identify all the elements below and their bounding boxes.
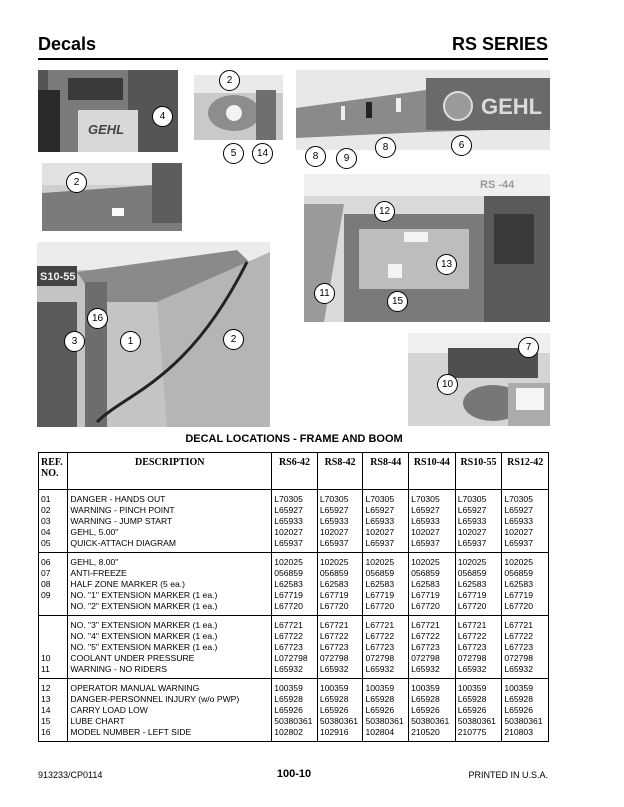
table-row (39, 679, 549, 742)
cell-line: 50380361 (274, 716, 313, 726)
table-cell (502, 490, 549, 553)
cell-line: GEHL, 5.00" (70, 527, 119, 537)
cell-line: L65932 (457, 664, 487, 674)
table-row (39, 490, 549, 553)
cell-line: 056859 (319, 568, 349, 578)
cell-line: L65927 (457, 505, 487, 515)
cell-line: L67723 (365, 642, 395, 652)
cell-line: L67722 (504, 631, 533, 641)
cell-line: 056859 (411, 568, 440, 578)
cell-line: 056859 (365, 568, 395, 578)
table-cell (272, 679, 318, 742)
cell-line: L67721 (319, 620, 349, 630)
cell-line: L67723 (274, 642, 303, 652)
cell-line: L67722 (319, 631, 349, 641)
cell-line: L67723 (504, 642, 533, 652)
cell-line: L67723 (411, 642, 440, 652)
cell-line: WARNING - JUMP START (70, 516, 173, 526)
callout: 16 (87, 308, 108, 329)
cell-line: L65933 (457, 516, 487, 526)
cell-line: L67720 (504, 601, 533, 611)
cell-line: L65933 (411, 516, 440, 526)
cell-line: L67719 (504, 590, 533, 600)
cell-line: L65926 (365, 705, 395, 715)
cell-line: 100359 (274, 683, 303, 693)
cell-line: 09 (41, 590, 51, 600)
cell-line: 50380361 (504, 716, 543, 726)
cell-line: 13 (41, 694, 51, 704)
cell-line: L67719 (411, 590, 440, 600)
table-cell (363, 679, 409, 742)
cell-line: 102027 (411, 527, 440, 537)
cell-line: 210775 (457, 727, 487, 737)
cell-line: DANGER-PERSONNEL INJURY (w/o PWP) (70, 694, 240, 704)
callout: 6 (451, 135, 472, 156)
footer-page-number: 100-10 (276, 768, 312, 780)
cell-line: 10 (41, 653, 51, 663)
cell-line: 102027 (457, 527, 487, 537)
cell-line (41, 601, 65, 612)
cell-line: 056859 (274, 568, 303, 578)
cell-line: 100359 (365, 683, 395, 693)
cell-line: COOLANT UNDER PRESSURE (70, 653, 195, 663)
cell-line: L67723 (319, 642, 349, 652)
col-rs6-42: RS6-42 (272, 453, 318, 490)
cell-line: L62583 (504, 579, 533, 589)
gehl-logo: GEHL (88, 122, 125, 137)
cell-line: L65932 (411, 664, 440, 674)
cell-line: 102804 (365, 727, 395, 737)
photo-cab (304, 174, 550, 322)
figure-caption: DECAL LOCATIONS - FRAME AND BOOM (185, 433, 403, 445)
cell-line: L65933 (274, 516, 303, 526)
cell-line: 102802 (274, 727, 303, 737)
cell-line: L65928 (274, 694, 303, 704)
cell-line: L67719 (457, 590, 487, 600)
cell-line: L65937 (457, 538, 487, 548)
callout: 14 (252, 143, 273, 164)
cell-line: L67722 (457, 631, 487, 641)
cell-line: L62583 (457, 579, 487, 589)
table-cell (272, 490, 318, 553)
cell-line: MODEL NUMBER - LEFT SIDE (70, 727, 192, 737)
cell-line: L65927 (504, 505, 533, 515)
series-title: RS SERIES (451, 34, 548, 54)
table-cell (39, 616, 68, 679)
cell-line: 100359 (411, 683, 440, 693)
cell-line: L65926 (274, 705, 303, 715)
cell-line: 072798 (457, 653, 487, 663)
cell-line: 072798 (319, 653, 349, 663)
cell-line: 102025 (274, 557, 303, 567)
cell-line: 07 (41, 568, 51, 578)
cell-line: L67721 (457, 620, 487, 630)
cell-line: NO. "5" EXTENSION MARKER (1 ea.) (70, 642, 218, 652)
table-cell (39, 679, 68, 742)
callout: 8 (305, 146, 326, 167)
cell-line: L67720 (457, 601, 487, 611)
cell-line: L67721 (411, 620, 440, 630)
cell-line: 08 (41, 579, 51, 589)
cell-line: 056859 (457, 568, 487, 578)
cell-line: L65937 (504, 538, 533, 548)
table-cell (502, 679, 549, 742)
photo-frame-side (42, 163, 182, 231)
col-rs8-42: RS8-42 (317, 453, 363, 490)
cell-line: L65927 (319, 505, 349, 515)
callout: 1 (120, 331, 141, 352)
cell-line: L65928 (504, 694, 533, 704)
table-cell (455, 490, 502, 553)
cell-line: 14 (41, 705, 51, 715)
callout: 10 (437, 374, 458, 395)
cell-line: L67720 (365, 601, 395, 611)
cell-line: L65928 (457, 694, 487, 704)
cell-line: L67720 (411, 601, 440, 611)
cell-line: 072798 (504, 653, 533, 663)
col-rs10-44: RS10-44 (409, 453, 456, 490)
cell-line: L67721 (504, 620, 533, 630)
cell-line: L67720 (319, 601, 349, 611)
cell-line: 15 (41, 716, 51, 726)
cell-line: L65932 (274, 664, 303, 674)
cell-line: CARRY LOAD LOW (70, 705, 148, 715)
cell-line: L65932 (319, 664, 349, 674)
cell-line: LUBE CHART (70, 716, 125, 726)
table-cell (363, 490, 409, 553)
cell-line: L072798 (274, 653, 308, 663)
cell-line: 50380361 (365, 716, 404, 726)
cell-line: 05 (41, 538, 51, 548)
cell-line: 102027 (319, 527, 349, 537)
cell-line: L70305 (319, 494, 349, 504)
cell-line: 01 (41, 494, 51, 504)
cell-line: 12 (41, 683, 51, 693)
callout: 11 (314, 283, 335, 304)
table-cell (68, 679, 272, 742)
cell-line: L65937 (365, 538, 395, 548)
cell-line: L70305 (504, 494, 533, 504)
cell-line: 02 (41, 505, 51, 515)
cell-line: HALF ZONE MARKER (5 ea.) (70, 579, 185, 589)
cell-line: L62583 (274, 579, 303, 589)
cell-line: L67719 (274, 590, 303, 600)
cell-line: L67723 (457, 642, 487, 652)
cell-line: L65932 (504, 664, 533, 674)
cell-line: L65926 (457, 705, 487, 715)
cell-line: NO. "2" EXTENSION MARKER (1 ea.) (70, 601, 218, 611)
cell-line: 102027 (365, 527, 395, 537)
table-cell (68, 616, 272, 679)
table-cell (39, 490, 68, 553)
cell-line: NO. "4" EXTENSION MARKER (1 ea.) (70, 631, 218, 641)
cell-line: 210803 (504, 727, 533, 737)
cell-line: L65927 (274, 505, 303, 515)
cell-line: L67720 (274, 601, 303, 611)
cell-line (41, 631, 65, 642)
cell-line: 50380361 (457, 716, 496, 726)
table-cell (409, 616, 456, 679)
table-cell (317, 553, 363, 616)
table-cell (317, 490, 363, 553)
callout: 2 (223, 329, 244, 350)
cell-line: 102027 (504, 527, 533, 537)
cell-line: OPERATOR MANUAL WARNING (70, 683, 200, 693)
cell-line: L67722 (411, 631, 440, 641)
header-rule (38, 58, 548, 60)
cell-line: L65937 (274, 538, 303, 548)
cell-line (41, 642, 65, 653)
table-cell (502, 553, 549, 616)
cell-line: 100359 (504, 683, 533, 693)
callout: 8 (375, 137, 396, 158)
photo-boom-gehl (296, 70, 550, 150)
cell-line: L67719 (365, 590, 395, 600)
col-rs8-44: RS8-44 (363, 453, 409, 490)
cell-line: L65928 (319, 694, 349, 704)
cell-line: 03 (41, 516, 51, 526)
cell-line: L67722 (274, 631, 303, 641)
cell-line: 072798 (411, 653, 440, 663)
table-cell (68, 553, 272, 616)
callout: 2 (219, 70, 240, 91)
table-cell (363, 616, 409, 679)
col-rs12-42: RS12-42 (502, 453, 549, 490)
table-cell (363, 553, 409, 616)
cell-line: 210520 (411, 727, 440, 737)
cell-line: L65933 (319, 516, 349, 526)
cell-line: 102027 (274, 527, 303, 537)
table-cell (409, 490, 456, 553)
cell-line: L65937 (319, 538, 349, 548)
cell-line: L70305 (274, 494, 303, 504)
cell-line (41, 620, 65, 631)
cell-line: L70305 (411, 494, 440, 504)
cell-line: 16 (41, 727, 51, 737)
cell-line: 102025 (457, 557, 487, 567)
table-row (39, 553, 549, 616)
decal-table (38, 452, 549, 742)
rs44-logo: RS -44 (480, 179, 515, 191)
cell-line: ANTI-FREEZE (70, 568, 127, 578)
cell-line: WARNING - NO RIDERS (70, 664, 167, 674)
cell-line: L67722 (365, 631, 395, 641)
cell-line: 102025 (365, 557, 395, 567)
cell-line: L65933 (504, 516, 533, 526)
cell-line: L67721 (365, 620, 395, 630)
cell-line: 102916 (319, 727, 349, 737)
footer-printed: PRINTED IN U.S.A. (468, 770, 548, 780)
rs1055-logo: S10-55 (40, 271, 76, 283)
cell-line: L65937 (411, 538, 440, 548)
cell-line: L70305 (457, 494, 487, 504)
table-cell (502, 616, 549, 679)
cell-line: L65926 (319, 705, 349, 715)
cell-line: L70305 (365, 494, 395, 504)
callout: 4 (152, 106, 173, 127)
cell-line: 100359 (457, 683, 487, 693)
cell-line: 11 (41, 664, 50, 674)
table-cell (272, 553, 318, 616)
cell-line: L62583 (319, 579, 349, 589)
table-cell (272, 616, 318, 679)
callout: 9 (336, 148, 357, 169)
cell-line: L65933 (365, 516, 395, 526)
cell-line: L62583 (411, 579, 440, 589)
page-title: Decals (38, 34, 97, 54)
cell-line: DANGER - HANDS OUT (70, 494, 166, 504)
cell-line: 102025 (504, 557, 533, 567)
table-cell (317, 679, 363, 742)
table-cell (409, 553, 456, 616)
cell-line: 072798 (365, 653, 395, 663)
cell-line: L65926 (411, 705, 440, 715)
table-row (39, 616, 549, 679)
table-cell (68, 490, 272, 553)
cell-line: 06 (41, 557, 51, 567)
cell-line: 056859 (504, 568, 533, 578)
callout: 13 (436, 254, 457, 275)
callout: 7 (518, 337, 539, 358)
table-cell (455, 553, 502, 616)
cell-line: L67719 (319, 590, 349, 600)
table-cell (409, 679, 456, 742)
callout: 12 (374, 201, 395, 222)
table-cell (455, 616, 502, 679)
cell-line: 100359 (319, 683, 349, 693)
col-ref: REF. NO. (39, 453, 68, 490)
gehl-boom-logo: GEHL (481, 94, 543, 119)
cell-line: L65932 (365, 664, 395, 674)
footer-doc-number: 913233/CP0114 (38, 770, 103, 780)
callout: 2 (66, 172, 87, 193)
cell-line: L65927 (411, 505, 440, 515)
table-cell (455, 679, 502, 742)
table-cell (39, 553, 68, 616)
cell-line: 102025 (411, 557, 440, 567)
cell-line: L65928 (411, 694, 440, 704)
cell-line: NO. "3" EXTENSION MARKER (1 ea.) (70, 620, 218, 630)
cell-line: L65927 (365, 505, 395, 515)
table-cell (317, 616, 363, 679)
col-description: DESCRIPTION (68, 453, 272, 490)
cell-line: L62583 (365, 579, 395, 589)
cell-line: 50380361 (411, 716, 450, 726)
cell-line: 04 (41, 527, 51, 537)
table-header-row (39, 453, 549, 490)
cell-line: 102025 (319, 557, 349, 567)
col-rs10-55: RS10-55 (455, 453, 502, 490)
callout: 3 (64, 331, 85, 352)
cell-line: L67721 (274, 620, 303, 630)
cell-line: WARNING - PINCH POINT (70, 505, 175, 515)
cell-line: L65928 (365, 694, 395, 704)
cell-line: GEHL, 8.00" (70, 557, 119, 567)
cell-line: 50380361 (319, 716, 359, 726)
callout: 15 (387, 291, 408, 312)
callout: 5 (223, 143, 244, 164)
cell-line: NO. "1" EXTENSION MARKER (1 ea.) (70, 590, 218, 600)
cell-line: QUICK-ATTACH DIAGRAM (70, 538, 177, 548)
cell-line: L65926 (504, 705, 533, 715)
